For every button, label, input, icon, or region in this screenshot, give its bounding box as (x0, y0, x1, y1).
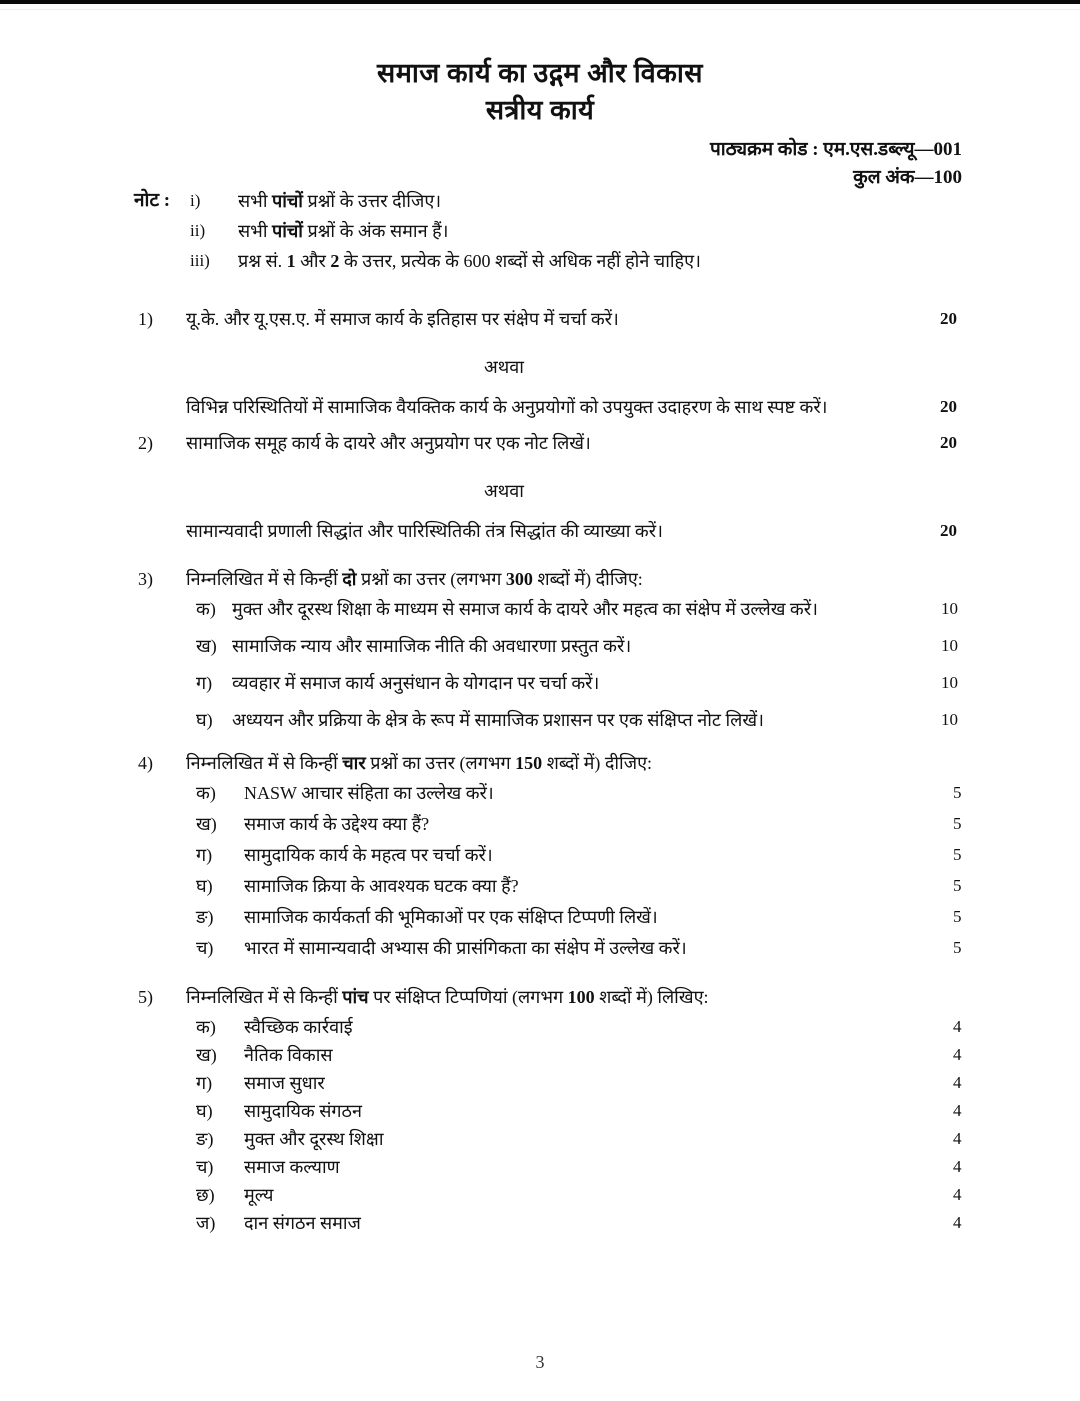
question-5 (0, 982, 1080, 1236)
sub-question (0, 933, 1080, 964)
sub-question-marks: 4 (953, 1213, 962, 1232)
question-3 (0, 564, 1080, 742)
question-1 (0, 304, 1080, 422)
question-2 (0, 428, 1080, 546)
note-list (190, 186, 1014, 276)
sub-question (0, 840, 1080, 871)
note-item-number: iii) (190, 251, 210, 270)
question-text: यू.के. और यू.एस.ए. में समाज कार्य के इतिहास पर संक्षेप में चर्चा करें। (186, 309, 619, 329)
total-marks-line: कुल अंक—100 (853, 167, 962, 188)
sub-question-label: ख) (196, 636, 217, 656)
sub-question-text: व्यवहार में समाज कार्य अनुसंधान के योगदान पर चर्चा करें। (232, 673, 600, 693)
course-meta (0, 136, 962, 192)
alternative-label: अथवा (484, 481, 524, 501)
sub-question-text: मुक्त और दूरस्थ शिक्षा के माध्यम से समाज कार्य के दायरे और महत्व का संक्षेप में उल्लेख करें। (232, 599, 818, 619)
sub-question (0, 778, 1080, 809)
note-item-text: सभी पांचों प्रश्नों के अंक समान हैं। (238, 221, 449, 241)
sub-question-text: अध्ययन और प्रक्रिया के क्षेत्र के रूप में सामाजिक प्रशासन पर एक संक्षिप्त नोट लिखें। (232, 710, 764, 730)
question-number: 1) (138, 309, 153, 329)
note-item (190, 186, 1014, 216)
note-item-text: प्रश्न सं. 1 और 2 के उत्तर, प्रत्येक के 600 शब्दों से अधिक नहीं होने चाहिए। (238, 251, 701, 271)
sub-question (0, 902, 1080, 933)
sub-question-marks: 10 (941, 599, 958, 618)
sub-question-text: मुक्त और दूरस्थ शिक्षा (244, 1129, 384, 1149)
sub-question (0, 809, 1080, 840)
alternative-row (0, 392, 1080, 422)
sub-question-marks: 4 (953, 1185, 962, 1204)
alternative-text: विभिन्न परिस्थितियों में सामाजिक वैयक्तिक कार्य के अनुप्रयोगों को उपयुक्त उदाहरण के साथ स्पष्ट करें। (186, 397, 828, 417)
sub-question (0, 1180, 1080, 1208)
sub-question-marks: 4 (953, 1101, 962, 1120)
course-code-line: पाठ्यक्रम कोड : एम.एस.डब्ल्यू—001 (709, 139, 962, 160)
sub-question (0, 631, 1080, 668)
question-stem-row (0, 564, 1080, 594)
sub-question-text: समाज कार्य के उद्देश्य क्या हैं? (244, 814, 430, 834)
note-item-number: i) (190, 191, 201, 210)
sub-question-marks: 4 (953, 1129, 962, 1148)
sub-question-text: नैतिक विकास (244, 1045, 333, 1065)
question-number: 3) (138, 569, 153, 589)
sub-question-marks: 5 (953, 783, 962, 802)
sub-question-text: सामुदायिक संगठन (244, 1101, 362, 1121)
sub-question-text: सामाजिक क्रिया के आवश्यक घटक क्या हैं? (244, 876, 519, 896)
sub-question-list (0, 778, 1080, 964)
note-item-text: सभी पांचों प्रश्नों के उत्तर दीजिए। (238, 191, 442, 211)
question-number: 2) (138, 433, 153, 453)
question-text: निम्नलिखित में से किन्हीं चार प्रश्नों का उत्तर (लगभग 150 शब्दों में) दीजिए: (186, 753, 653, 773)
sub-question-label: ङ) (196, 907, 214, 927)
sub-question-text: मूल्य (244, 1185, 274, 1205)
sub-question-text: NASW आचार संहिता का उल्लेख करें। (244, 783, 494, 803)
sub-question-label: घ) (196, 1101, 213, 1121)
sub-question-marks: 10 (941, 636, 958, 655)
question-marks: 20 (940, 309, 957, 328)
sub-question-text: समाज सुधार (244, 1073, 325, 1093)
sub-question-text: भारत में सामान्यवादी अभ्यास की प्रासंगिकता का संक्षेप में उल्लेख करें। (244, 938, 687, 958)
sub-question (0, 1152, 1080, 1180)
question-stem-row (0, 982, 1080, 1012)
sub-question (0, 1096, 1080, 1124)
page-subtitle: सत्रीय कार्य (485, 95, 595, 125)
question-text: निम्नलिखित में से किन्हीं पांच पर संक्षिप्त टिप्पणियां (लगभग 100 शब्दों में) लिखिए: (186, 987, 709, 1007)
sub-question-label: ज) (196, 1213, 216, 1233)
question-list (0, 304, 1080, 1236)
page-title: समाज कार्य का उद्गम और विकास (377, 58, 703, 88)
sub-question-label: ग) (196, 1073, 213, 1093)
alternative-text: सामान्यवादी प्रणाली सिद्धांत और पारिस्थितिकी तंत्र सिद्धांत की व्याख्या करें। (186, 521, 663, 541)
note-label: नोट : (134, 190, 171, 211)
note-item (190, 216, 1014, 246)
sub-question-label: च) (196, 1157, 214, 1177)
question-marks: 20 (940, 433, 957, 452)
question-4 (0, 748, 1080, 964)
note-item-number: ii) (190, 221, 206, 240)
alternative-marks: 20 (940, 397, 957, 416)
alternative-marks: 20 (940, 521, 957, 540)
sub-question-label: ख) (196, 814, 217, 834)
sub-question-marks: 10 (941, 710, 958, 729)
sub-question-list (0, 594, 1080, 742)
page-number: 3 (535, 1352, 545, 1372)
sub-question-text: समाज कल्याण (244, 1157, 340, 1177)
sub-question (0, 1124, 1080, 1152)
sub-question-label: घ) (196, 710, 213, 730)
sub-question (0, 1068, 1080, 1096)
sub-question-marks: 5 (953, 814, 962, 833)
sub-question-marks: 5 (953, 876, 962, 895)
sub-question-label: क) (196, 1017, 216, 1037)
question-text: सामाजिक समूह कार्य के दायरे और अनुप्रयोग पर एक नोट लिखें। (186, 433, 591, 453)
sub-question-list (0, 1012, 1080, 1236)
sub-question (0, 871, 1080, 902)
question-number: 4) (138, 753, 153, 773)
sub-question-marks: 4 (953, 1017, 962, 1036)
sub-question-text: सामाजिक कार्यकर्ता की भूमिकाओं पर एक संक्षिप्त टिप्पणी लिखें। (244, 907, 658, 927)
sub-question (0, 705, 1080, 742)
question-stem-row (0, 304, 1080, 334)
sub-question-label: ख) (196, 1045, 217, 1065)
sub-question-text: दान संगठन समाज (244, 1213, 361, 1233)
sub-question-marks: 4 (953, 1157, 962, 1176)
question-stem-row (0, 748, 1080, 778)
sub-question-label: ग) (196, 673, 213, 693)
question-number: 5) (138, 987, 153, 1007)
sub-question-marks: 5 (953, 845, 962, 864)
sub-question-marks: 10 (941, 673, 958, 692)
sub-question-label: च) (196, 938, 214, 958)
sub-question-marks: 4 (953, 1073, 962, 1092)
note-item (190, 246, 1014, 276)
sub-question (0, 1208, 1080, 1236)
sub-question (0, 1012, 1080, 1040)
sub-question-text: स्वैच्छिक कार्रवाई (244, 1017, 353, 1037)
sub-question-label: ङ) (196, 1129, 214, 1149)
sub-question-text: सामुदायिक कार्य के महत्व पर चर्चा करें। (244, 845, 493, 865)
sub-question-label: घ) (196, 876, 213, 896)
question-text: निम्नलिखित में से किन्हीं दो प्रश्नों का उत्तर (लगभग 300 शब्दों में) दीजिए: (186, 569, 643, 589)
alternative-label: अथवा (484, 357, 524, 377)
sub-question-label: ग) (196, 845, 213, 865)
sub-question-marks: 5 (953, 907, 962, 926)
sub-question (0, 668, 1080, 705)
alternative-row (0, 516, 1080, 546)
sub-question-marks: 4 (953, 1045, 962, 1064)
sub-question-marks: 5 (953, 938, 962, 957)
sub-question-label: क) (196, 599, 216, 619)
sub-question (0, 1040, 1080, 1068)
sub-question-label: छ) (196, 1185, 215, 1205)
sub-question-text: सामाजिक न्याय और सामाजिक नीति की अवधारणा प्रस्तुत करें। (232, 636, 632, 656)
sub-question-label: क) (196, 783, 216, 803)
sub-question (0, 594, 1080, 631)
question-stem-row (0, 428, 1080, 458)
